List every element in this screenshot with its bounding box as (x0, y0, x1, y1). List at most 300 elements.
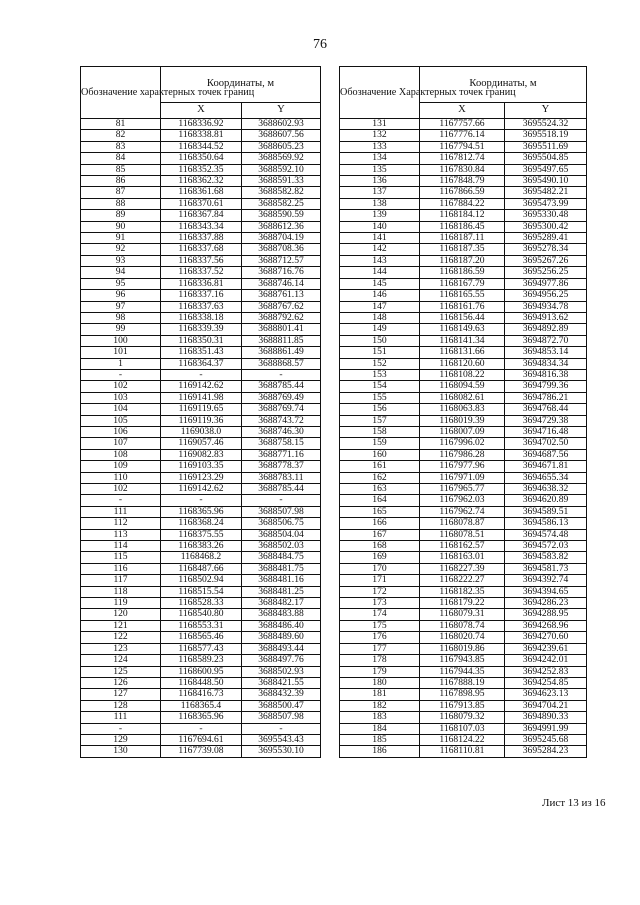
point-number-cell: 118 (81, 586, 161, 597)
y-coordinate-cell: 3688497.76 (242, 655, 321, 666)
x-coordinate-cell: - (161, 723, 242, 734)
table-body (81, 119, 321, 758)
table-row (81, 552, 321, 563)
point-number-cell: 99 (81, 324, 161, 335)
y-coordinate-cell: 3688506.75 (242, 518, 321, 529)
x-coordinate-cell: 1168078.51 (420, 529, 505, 540)
y-coordinate-cell: 3694392.74 (505, 575, 587, 586)
x-coordinate-cell: 1168186.59 (420, 267, 505, 278)
x-coordinate-cell: 1169119.36 (161, 415, 242, 426)
table-row (81, 575, 321, 586)
table-row (81, 153, 321, 164)
x-coordinate-cell: 1168468.2 (161, 552, 242, 563)
point-number-cell: 96 (81, 290, 161, 301)
y-coordinate-cell: 3688569.92 (242, 153, 321, 164)
y-coordinate-cell: 3695543.43 (242, 734, 321, 745)
point-number-cell: 178 (340, 655, 420, 666)
table-row (81, 712, 321, 723)
table-row (340, 301, 587, 312)
point-number-cell: 1 (81, 358, 161, 369)
point-number-cell: 167 (340, 529, 420, 540)
point-number-cell: 91 (81, 233, 161, 244)
point-number-cell: 160 (340, 449, 420, 460)
table-row (340, 358, 587, 369)
point-number-cell: 144 (340, 267, 420, 278)
table-row (340, 723, 587, 734)
point-number-cell: 104 (81, 404, 161, 415)
x-coordinate-cell: 1168182.35 (420, 586, 505, 597)
x-coordinate-cell: 1168600.95 (161, 666, 242, 677)
y-coordinate-cell: 3694834.34 (505, 358, 587, 369)
point-number-cell: 165 (340, 506, 420, 517)
x-coordinate-cell: 1168227.39 (420, 563, 505, 574)
table-row (81, 586, 321, 597)
table-row (81, 312, 321, 323)
table-row (340, 598, 587, 609)
x-coordinate-cell: 1168367.84 (161, 210, 242, 221)
y-coordinate-cell: 3688861.49 (242, 347, 321, 358)
table-row (340, 495, 587, 506)
y-coordinate-cell: 3694716.48 (505, 426, 587, 437)
table-row (340, 609, 587, 620)
table-row (81, 541, 321, 552)
point-number-cell: 97 (81, 301, 161, 312)
x-coordinate-cell: 1168365.4 (161, 700, 242, 711)
point-number-cell: 170 (340, 563, 420, 574)
point-number-cell: 176 (340, 632, 420, 643)
table-row (81, 700, 321, 711)
table-row (81, 666, 321, 677)
y-coordinate-cell: 3695245.68 (505, 734, 587, 745)
x-coordinate-cell: 1169142.62 (161, 381, 242, 392)
y-coordinate-cell: 3688582.25 (242, 198, 321, 209)
point-number-cell: 94 (81, 267, 161, 278)
table-row (81, 347, 321, 358)
point-number-cell: 113 (81, 529, 161, 540)
y-coordinate-cell: 3688769.74 (242, 404, 321, 415)
point-number-cell: 184 (340, 723, 420, 734)
y-coordinate-cell: 3694620.89 (505, 495, 587, 506)
point-number-cell: 168 (340, 541, 420, 552)
y-coordinate-cell: 3688602.93 (242, 119, 321, 130)
x-coordinate-cell: 1168351.43 (161, 347, 242, 358)
y-coordinate-cell: 3688778.37 (242, 461, 321, 472)
y-coordinate-cell: 3695518.19 (505, 130, 587, 141)
x-coordinate-cell: 1168344.52 (161, 141, 242, 152)
point-number-cell: 139 (340, 210, 420, 221)
point-number-cell: 111 (81, 712, 161, 723)
x-coordinate-cell: 1169142.62 (161, 484, 242, 495)
header-y: Y (505, 103, 587, 119)
point-number-cell: 92 (81, 244, 161, 255)
x-coordinate-cell: 1168362.32 (161, 176, 242, 187)
point-number-cell: 181 (340, 689, 420, 700)
y-coordinate-cell: 3694702.50 (505, 438, 587, 449)
table-row (81, 164, 321, 175)
table-row (81, 130, 321, 141)
x-coordinate-cell: - (161, 369, 242, 380)
y-coordinate-cell: 3695490.10 (505, 176, 587, 187)
point-number-cell: 174 (340, 609, 420, 620)
table-row (340, 198, 587, 209)
point-number-cell: 149 (340, 324, 420, 335)
table-body (340, 119, 587, 758)
point-number-cell: - (81, 495, 161, 506)
table-row (81, 267, 321, 278)
point-number-cell: 159 (340, 438, 420, 449)
point-number-cell: 122 (81, 632, 161, 643)
y-coordinate-cell: 3694956.25 (505, 290, 587, 301)
point-number-cell: 103 (81, 392, 161, 403)
table-row (81, 210, 321, 221)
point-number-cell: 182 (340, 700, 420, 711)
point-number-cell: 135 (340, 164, 420, 175)
point-number-cell: 183 (340, 712, 420, 723)
point-number-cell: 120 (81, 609, 161, 620)
point-number-cell: 81 (81, 119, 161, 130)
table-row (81, 255, 321, 266)
point-number-cell: 126 (81, 677, 161, 688)
table-row (81, 415, 321, 426)
x-coordinate-cell: 1167776.14 (420, 130, 505, 141)
y-coordinate-cell: 3694890.33 (505, 712, 587, 723)
x-coordinate-cell: 1168589.23 (161, 655, 242, 666)
x-coordinate-cell: 1168078.74 (420, 620, 505, 631)
x-coordinate-cell: 1168502.94 (161, 575, 242, 586)
y-coordinate-cell: 3694729.38 (505, 415, 587, 426)
x-coordinate-cell: 1168416.73 (161, 689, 242, 700)
point-number-cell: 125 (81, 666, 161, 677)
x-coordinate-cell: 1168019.86 (420, 643, 505, 654)
x-coordinate-cell: 1168365.96 (161, 712, 242, 723)
table-row (340, 130, 587, 141)
x-coordinate-cell: - (161, 495, 242, 506)
point-number-cell: 143 (340, 255, 420, 266)
x-coordinate-cell: 1167986.28 (420, 449, 505, 460)
table-row (340, 689, 587, 700)
table-row (340, 176, 587, 187)
point-number-cell: 169 (340, 552, 420, 563)
table-row (340, 369, 587, 380)
y-coordinate-cell: 3688746.14 (242, 278, 321, 289)
x-coordinate-cell: 1167888.19 (420, 677, 505, 688)
x-coordinate-cell: 1168019.39 (420, 415, 505, 426)
x-coordinate-cell: 1168156.44 (420, 312, 505, 323)
y-coordinate-cell: - (242, 495, 321, 506)
y-coordinate-cell: 3695482.21 (505, 187, 587, 198)
y-coordinate-cell: 3688481.75 (242, 563, 321, 574)
x-coordinate-cell: 1169123.29 (161, 472, 242, 483)
header-x: X (161, 103, 242, 119)
y-coordinate-cell: 3688481.16 (242, 575, 321, 586)
point-number-cell: 127 (81, 689, 161, 700)
x-coordinate-cell: 1168161.76 (420, 301, 505, 312)
table-row (81, 187, 321, 198)
x-coordinate-cell: 1168187.11 (420, 233, 505, 244)
x-coordinate-cell: 1168352.35 (161, 164, 242, 175)
point-number-cell: 186 (340, 746, 420, 757)
y-coordinate-cell: 3694934.78 (505, 301, 587, 312)
point-number-cell: 128 (81, 700, 161, 711)
point-number-cell: 130 (81, 746, 161, 757)
table-row (340, 415, 587, 426)
x-coordinate-cell: 1168364.37 (161, 358, 242, 369)
table-row (81, 449, 321, 460)
x-coordinate-cell: 1167996.02 (420, 438, 505, 449)
x-coordinate-cell: 1168375.55 (161, 529, 242, 540)
point-number-cell: 173 (340, 598, 420, 609)
point-number-cell: 129 (81, 734, 161, 745)
x-coordinate-cell: 1167848.79 (420, 176, 505, 187)
table-row (340, 734, 587, 745)
table-row (340, 335, 587, 346)
x-coordinate-cell: 1167962.03 (420, 495, 505, 506)
y-coordinate-cell: 3694254.85 (505, 677, 587, 688)
table-row (81, 392, 321, 403)
y-coordinate-cell: 3688758.15 (242, 438, 321, 449)
table-row (81, 290, 321, 301)
sheet-label: Лист 13 из 16 (542, 797, 606, 809)
table-row (81, 244, 321, 255)
y-coordinate-cell: 3688605.23 (242, 141, 321, 152)
point-number-cell: 164 (340, 495, 420, 506)
y-coordinate-cell: 3694853.14 (505, 347, 587, 358)
y-coordinate-cell: 3688502.03 (242, 541, 321, 552)
table-row (340, 632, 587, 643)
table-row (81, 689, 321, 700)
table-row (340, 472, 587, 483)
page-number: 76 (313, 37, 327, 52)
table-row (81, 278, 321, 289)
point-number-cell: 119 (81, 598, 161, 609)
y-coordinate-cell: 3694913.62 (505, 312, 587, 323)
x-coordinate-cell: 1169103.35 (161, 461, 242, 472)
table-row (81, 381, 321, 392)
table-row (340, 449, 587, 460)
table-row (340, 700, 587, 711)
point-number-cell: - (81, 723, 161, 734)
point-number-cell: 148 (340, 312, 420, 323)
point-number-cell: 121 (81, 620, 161, 631)
table-row (81, 632, 321, 643)
table-row (81, 301, 321, 312)
x-coordinate-cell: 1169038.0 (161, 426, 242, 437)
x-coordinate-cell: 1168222.27 (420, 575, 505, 586)
point-number-cell: 162 (340, 472, 420, 483)
header-coordinates: Координаты, м (420, 67, 587, 103)
table-row (81, 643, 321, 654)
table-row (81, 746, 321, 757)
y-coordinate-cell: 3694623.13 (505, 689, 587, 700)
table-row (340, 666, 587, 677)
table-row (81, 233, 321, 244)
x-coordinate-cell: 1168179.22 (420, 598, 505, 609)
point-number-cell: 133 (340, 141, 420, 152)
y-coordinate-cell: 3688582.82 (242, 187, 321, 198)
y-coordinate-cell: 3688489.60 (242, 632, 321, 643)
x-coordinate-cell: 1167830.84 (420, 164, 505, 175)
y-coordinate-cell: 3688484.75 (242, 552, 321, 563)
x-coordinate-cell: 1168131.66 (420, 347, 505, 358)
x-coordinate-cell: 1169082.83 (161, 449, 242, 460)
y-coordinate-cell: 3694687.56 (505, 449, 587, 460)
x-coordinate-cell: 1168079.31 (420, 609, 505, 620)
table-row (340, 187, 587, 198)
y-coordinate-cell: 3688708.36 (242, 244, 321, 255)
x-coordinate-cell: 1168365.96 (161, 506, 242, 517)
x-coordinate-cell: 1168082.61 (420, 392, 505, 403)
x-coordinate-cell: 1167794.51 (420, 141, 505, 152)
table-row (340, 119, 587, 130)
table-row (340, 484, 587, 495)
point-number-cell: 161 (340, 461, 420, 472)
x-coordinate-cell: 1168187.35 (420, 244, 505, 255)
y-coordinate-cell: 3695497.65 (505, 164, 587, 175)
y-coordinate-cell: 3695473.99 (505, 198, 587, 209)
y-coordinate-cell: 3694268.96 (505, 620, 587, 631)
x-coordinate-cell: 1169119.65 (161, 404, 242, 415)
point-number-cell: 171 (340, 575, 420, 586)
header-designation: Обозначение Характерных точек границ (340, 67, 420, 119)
x-coordinate-cell: 1168079.32 (420, 712, 505, 723)
table-row (81, 141, 321, 152)
table-row (340, 312, 587, 323)
point-number-cell: 93 (81, 255, 161, 266)
y-coordinate-cell: 3694574.48 (505, 529, 587, 540)
table-row (81, 426, 321, 437)
y-coordinate-cell: 3688769.49 (242, 392, 321, 403)
y-coordinate-cell: 3695300.42 (505, 221, 587, 232)
header-x: X (420, 103, 505, 119)
x-coordinate-cell: 1167962.74 (420, 506, 505, 517)
x-coordinate-cell: 1168187.20 (420, 255, 505, 266)
y-coordinate-cell: 3695504.85 (505, 153, 587, 164)
table-row (340, 278, 587, 289)
table-row (81, 176, 321, 187)
y-coordinate-cell: 3695530.10 (242, 746, 321, 757)
x-coordinate-cell: 1168184.12 (420, 210, 505, 221)
point-number-cell: 151 (340, 347, 420, 358)
point-number-cell: 146 (340, 290, 420, 301)
x-coordinate-cell: 1168350.64 (161, 153, 242, 164)
point-number-cell: 154 (340, 381, 420, 392)
y-coordinate-cell: 3688482.17 (242, 598, 321, 609)
table-row (81, 734, 321, 745)
x-coordinate-cell: 1167739.08 (161, 746, 242, 757)
table-row (81, 609, 321, 620)
y-coordinate-cell: - (242, 723, 321, 734)
x-coordinate-cell: 1168338.81 (161, 130, 242, 141)
point-number-cell: - (81, 369, 161, 380)
table-row (340, 381, 587, 392)
y-coordinate-cell: 3694704.21 (505, 700, 587, 711)
point-number-cell: 83 (81, 141, 161, 152)
table-row (81, 198, 321, 209)
x-coordinate-cell: 1169141.98 (161, 392, 242, 403)
point-number-cell: 105 (81, 415, 161, 426)
point-number-cell: 147 (340, 301, 420, 312)
y-coordinate-cell: 3694638.32 (505, 484, 587, 495)
x-coordinate-cell: 1167884.22 (420, 198, 505, 209)
y-coordinate-cell: 3688432.39 (242, 689, 321, 700)
x-coordinate-cell: 1168108.22 (420, 369, 505, 380)
point-number-cell: 107 (81, 438, 161, 449)
x-coordinate-cell: 1168141.34 (420, 335, 505, 346)
x-coordinate-cell: 1168120.60 (420, 358, 505, 369)
table-row (340, 141, 587, 152)
y-coordinate-cell: 3694991.99 (505, 723, 587, 734)
x-coordinate-cell: 1168186.45 (420, 221, 505, 232)
x-coordinate-cell: 1168336.92 (161, 119, 242, 130)
table-row (340, 164, 587, 175)
point-number-cell: 112 (81, 518, 161, 529)
point-number-cell: 110 (81, 472, 161, 483)
table-row (340, 712, 587, 723)
point-number-cell: 172 (340, 586, 420, 597)
header-y: Y (242, 103, 321, 119)
point-number-cell: 177 (340, 643, 420, 654)
y-coordinate-cell: 3688792.62 (242, 312, 321, 323)
y-coordinate-cell: 3688761.13 (242, 290, 321, 301)
y-coordinate-cell: 3688716.76 (242, 267, 321, 278)
coordinates-table-right (339, 66, 587, 758)
table-row (340, 506, 587, 517)
table-row (340, 655, 587, 666)
table-row (340, 290, 587, 301)
x-coordinate-cell: 1168515.54 (161, 586, 242, 597)
x-coordinate-cell: 1168149.63 (420, 324, 505, 335)
y-coordinate-cell: 3695289.41 (505, 233, 587, 244)
table-row (81, 529, 321, 540)
table-row (81, 221, 321, 232)
y-coordinate-cell: 3695284.23 (505, 746, 587, 757)
y-coordinate-cell: 3694589.51 (505, 506, 587, 517)
header-coordinates: Координаты, м (161, 67, 321, 103)
x-coordinate-cell: 1168343.34 (161, 221, 242, 232)
y-coordinate-cell: 3694239.61 (505, 643, 587, 654)
table-row (81, 484, 321, 495)
point-number-cell: 141 (340, 233, 420, 244)
point-number-cell: 116 (81, 563, 161, 574)
table-row (81, 620, 321, 631)
table-row (81, 506, 321, 517)
x-coordinate-cell: 1168337.88 (161, 233, 242, 244)
point-number-cell: 150 (340, 335, 420, 346)
table-row (340, 541, 587, 552)
x-coordinate-cell: 1168448.50 (161, 677, 242, 688)
y-coordinate-cell: 3688507.98 (242, 712, 321, 723)
point-number-cell: 100 (81, 335, 161, 346)
x-coordinate-cell: 1167965.77 (420, 484, 505, 495)
x-coordinate-cell: 1168336.81 (161, 278, 242, 289)
y-coordinate-cell: 3695267.26 (505, 255, 587, 266)
table-row (340, 324, 587, 335)
point-number-cell: 84 (81, 153, 161, 164)
y-coordinate-cell: 3694872.70 (505, 335, 587, 346)
x-coordinate-cell: 1168337.16 (161, 290, 242, 301)
y-coordinate-cell: 3688493.44 (242, 643, 321, 654)
x-coordinate-cell: 1167977.96 (420, 461, 505, 472)
point-number-cell: 136 (340, 176, 420, 187)
y-coordinate-cell: 3694892.89 (505, 324, 587, 335)
y-coordinate-cell: 3688421.55 (242, 677, 321, 688)
x-coordinate-cell: 1168350.31 (161, 335, 242, 346)
x-coordinate-cell: 1168565.46 (161, 632, 242, 643)
x-coordinate-cell: 1168337.56 (161, 255, 242, 266)
y-coordinate-cell: 3688767.62 (242, 301, 321, 312)
x-coordinate-cell: 1168163.01 (420, 552, 505, 563)
table-row (340, 461, 587, 472)
